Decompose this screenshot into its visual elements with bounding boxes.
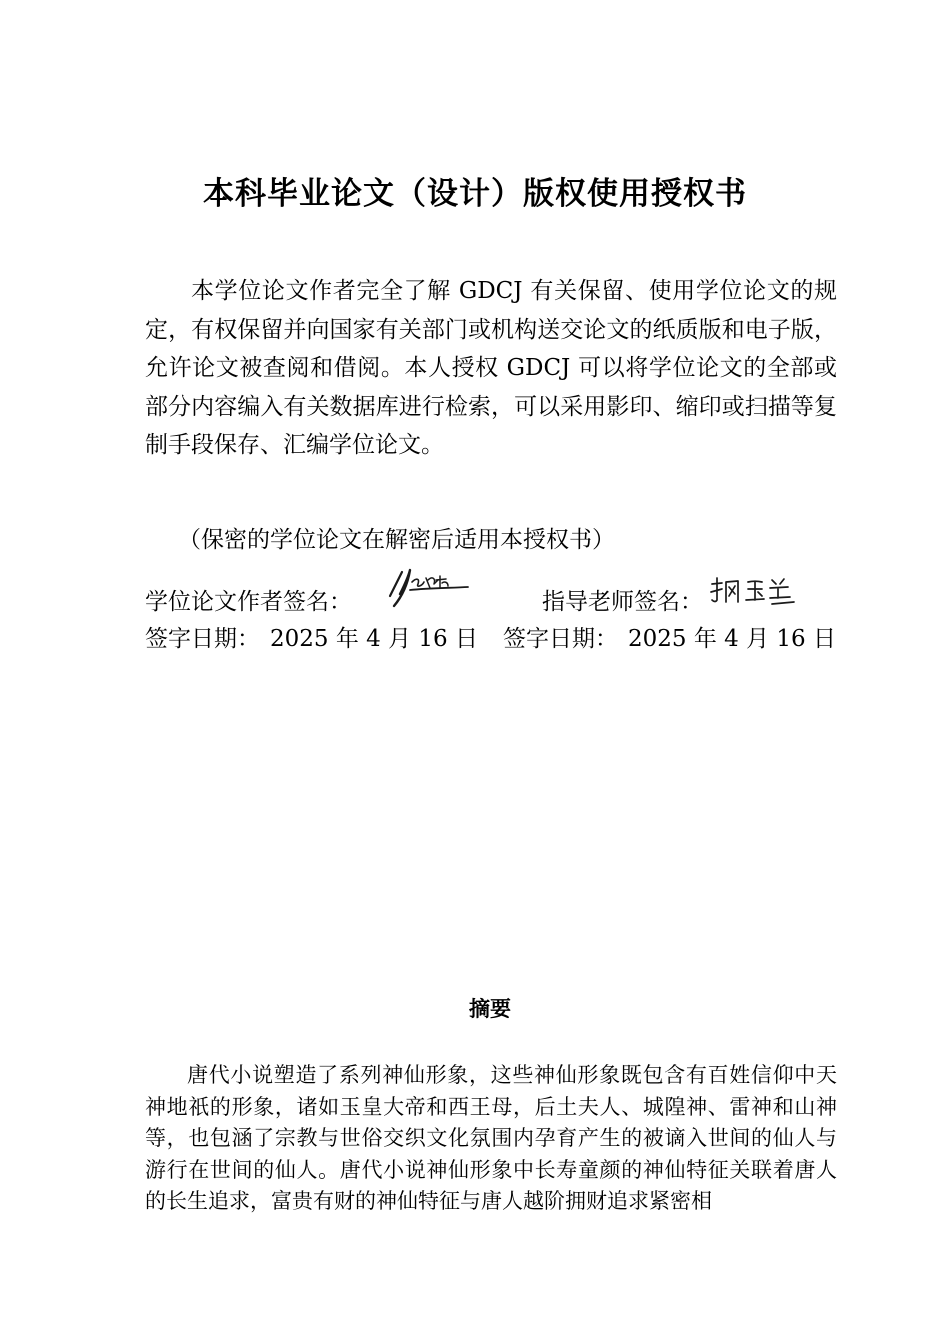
abstract-paragraph: 唐代小说塑造了系列神仙形象，这些神仙形象既包含有百姓信仰中天神地祇的形象，诸如玉皇大帝和西王母，后土夫人、城隍神、雷神和山神等，也包涵了宗教与世俗交织文化氛围内孕育产生的被谪入世间的仙人与游行在世间的仙人。唐代小说神仙形象中长寿童颜的神仙特征关联着唐人的长生追求，富贵有财的神仙特征与唐人越阶拥财追求紧密相 xyxy=(145,1063,837,1213)
author-handwritten-signature xyxy=(380,566,472,612)
abstract-heading: 摘要 xyxy=(469,997,511,1021)
authorization-body xyxy=(145,272,837,465)
author-date-line xyxy=(145,621,478,657)
abstract-body xyxy=(145,1060,837,1218)
author-date-value: 2025 年 4 月 16 日 xyxy=(270,626,478,652)
page-title: 本科毕业论文（设计）版权使用授权书 xyxy=(203,176,747,212)
author-signature-label: 学位论文作者签名： xyxy=(145,589,352,615)
author-date-label: 签字日期： xyxy=(145,626,260,652)
author-signature-image xyxy=(380,566,472,612)
advisor-date-value: 2025 年 4 月 16 日 xyxy=(628,626,836,652)
advisor-signature-label: 指导老师签名： xyxy=(542,589,703,615)
confidential-note: （保密的学位论文在解密后适用本授权书） xyxy=(178,527,615,553)
advisor-handwritten-signature xyxy=(708,574,800,612)
advisor-date-line xyxy=(503,621,836,657)
advisor-date-label: 签字日期： xyxy=(503,626,618,652)
advisor-signature-image xyxy=(708,574,800,612)
authorization-paragraph: 本学位论文作者完全了解 GDCJ 有关保留、使用学位论文的规定，有权保留并向国家有关部门或机构送交论文的纸质版和电子版，允许论文被查阅和借阅。本人授权 GDCJ 可以将学位论文的全部或部分内容编入有关数据库进行检索，可以采用影印、缩印或扫描等复制手段保存、汇编学位论文。 xyxy=(145,278,837,458)
